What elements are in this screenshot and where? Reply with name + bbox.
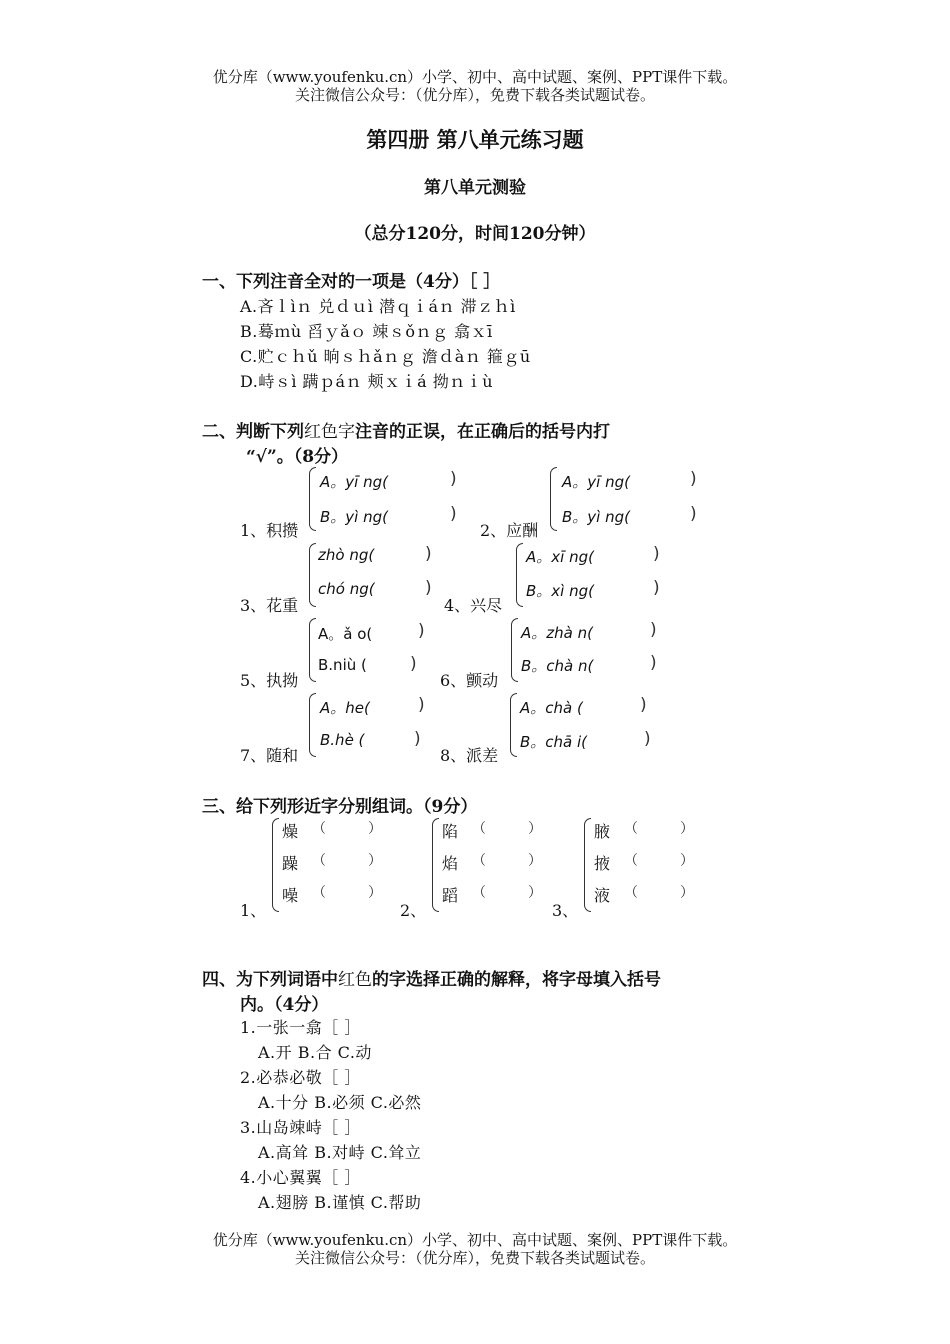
q3-group-3-char-3: 液 [594, 886, 611, 905]
header-line-1: 优分库（www.youfenku.cn）小学、初中、高中试题、案例、PPT课件下载。 [212, 68, 738, 86]
q3-group-3-close-1: ） [680, 821, 694, 837]
q2-item-2-brace [550, 467, 557, 531]
q3-group-3-close-3: ） [680, 885, 694, 901]
q2-item-4-brace [516, 543, 523, 607]
q3-group-2-close-2: ） [528, 853, 542, 869]
footer-line-2: 关注微信公众号：（优分库），免费下载各类试题试卷。 [294, 1249, 655, 1267]
q2-item-4-label: 4、兴尽 [444, 596, 503, 615]
q2-item-6-brace [511, 618, 518, 682]
q4-item-2: 2.必恭必敬［ ］ [240, 1068, 361, 1087]
q3-group-1-close-2: ） [368, 853, 382, 869]
q3-group-2-brace [432, 818, 439, 912]
q2-title-red: 红色字 [304, 422, 355, 442]
q2-item-2-b: B。yì ng( [562, 508, 630, 526]
q2-item-7-brace [309, 693, 316, 757]
q2-item-5-a: A。ǎ o( [318, 625, 373, 643]
q3-title: 三、给下列形近字分别组词。（9分） [202, 797, 478, 817]
q2-item-6-label: 6、颤动 [440, 671, 499, 690]
q4-title-part-a: 四、为下列词语中 [202, 970, 338, 990]
q2-item-2-b-close: ) [690, 504, 697, 524]
page-subtitle: 第八单元测验 [424, 178, 526, 198]
q1-option-a: A.吝ｌìｎ 兑ｄｕì 潜ｑｉáｎ 滞ｚｈì [240, 297, 516, 316]
q4-title-red: 红色 [338, 970, 372, 990]
q2-item-5-brace [309, 618, 316, 682]
q2-item-1-a: A。yī ng( [320, 473, 388, 491]
q3-group-2-open-2: （ [472, 853, 486, 869]
q2-item-7-a: A。he( [320, 699, 370, 717]
q2-item-3-brace [309, 543, 316, 607]
q3-group-1-close-1: ） [368, 821, 382, 837]
q2-item-5-b-close: ) [410, 654, 417, 674]
q3-group-1-close-3: ） [368, 885, 382, 901]
q2-item-2-label: 2、应酬 [480, 521, 539, 540]
q3-group-1-char-2: 躁 [282, 854, 299, 873]
q2-item-1-a-close: ) [450, 469, 457, 489]
q3-group-3-label: 3、 [552, 901, 579, 920]
footer-line-1: 优分库（www.youfenku.cn）小学、初中、高中试题、案例、PPT课件下载。 [212, 1231, 738, 1249]
q3-group-3-char-1: 腋 [594, 822, 611, 841]
q2-item-3-b-close: ) [425, 578, 432, 598]
q2-item-2-a: A。yī ng( [562, 473, 630, 491]
q2-title [202, 417, 610, 442]
q1-title: 一、下列注音全对的一项是（4分）［ ］ [202, 272, 501, 292]
q3-group-3-open-1: （ [624, 821, 638, 837]
q2-item-1-label: 1、积攒 [240, 521, 299, 540]
q2-item-8-brace [510, 693, 517, 757]
q2-item-2-a-close: ) [690, 469, 697, 489]
q2-item-5-a-close: ) [418, 621, 425, 641]
q4-item-2-options: A.十分 B.必须 C.必然 [258, 1093, 422, 1112]
q3-group-2-close-1: ） [528, 821, 542, 837]
q1-option-b: B.蓦ｍù 舀ｙǎｏ 竦ｓǒｎｇ 翕ｘī [240, 322, 493, 341]
q3-group-1-label: 1、 [240, 901, 267, 920]
q4-item-4: 4.小心翼翼［ ］ [240, 1168, 361, 1187]
q3-group-2-open-1: （ [472, 821, 486, 837]
q2-item-1-b-close: ) [450, 504, 457, 524]
q2-item-8-a: A。chà ( [520, 699, 583, 717]
q4-title-part-b: 的字选择正确的解释，将字母填入括号 [372, 970, 661, 990]
q2-item-3-label: 3、花重 [240, 596, 299, 615]
q2-title-line2: “√”。（8分） [246, 447, 349, 467]
q4-item-1: 1.一张一翕［ ］ [240, 1018, 361, 1037]
q3-group-1-char-3: 噪 [282, 886, 299, 905]
q3-group-3-open-2: （ [624, 853, 638, 869]
q2-item-1-b: B。yì ng( [320, 508, 388, 526]
q2-item-8-b-close: ) [644, 729, 651, 749]
score-note: （总分120分，时间120分钟） [354, 224, 596, 244]
header-line-2: 关注微信公众号：（优分库），免费下载各类试题试卷。 [294, 86, 655, 104]
q3-group-1-open-2: （ [312, 853, 326, 869]
q2-item-3-b: chó ng( [318, 580, 375, 598]
q2-item-3-a: zhò ng( [318, 546, 375, 564]
q3-group-2-close-3: ） [528, 885, 542, 901]
q4-item-3: 3.山岛竦峙［ ］ [240, 1118, 361, 1137]
q3-group-2-open-3: （ [472, 885, 486, 901]
q4-item-3-options: A.高耸 B.对峙 C.耸立 [258, 1143, 422, 1162]
q3-group-2-char-3: 蹈 [442, 886, 459, 905]
q1-option-d: D.峙ｓì 蹒ｐáｎ 颊ｘｉá 拗ｎｉù [240, 372, 494, 391]
q2-item-1-brace [309, 467, 316, 531]
q2-item-6-b: B。chà n( [521, 657, 594, 675]
q3-group-1-brace [272, 818, 279, 912]
q2-item-7-a-close: ) [418, 695, 425, 715]
q2-item-8-b: B。chā i( [520, 733, 588, 751]
q3-group-1-open-3: （ [312, 885, 326, 901]
q3-group-2-char-1: 陷 [442, 822, 459, 841]
q3-group-3-brace [584, 818, 591, 912]
q2-item-4-a-close: ) [653, 544, 660, 564]
page-title: 第四册 第八单元练习题 [366, 127, 584, 152]
q2-item-6-a: A。zhà n( [521, 624, 593, 642]
q3-group-1-open-1: （ [312, 821, 326, 837]
q4-title [202, 965, 661, 990]
q2-item-5-b: B.niù ( [318, 656, 367, 674]
q1-option-c: C.贮ｃｈǔ 晌ｓｈǎｎｇ 澹ｄàｎ 箍ｇū [240, 347, 531, 366]
q2-item-7-b-close: ) [414, 729, 421, 749]
q3-group-3-open-3: （ [624, 885, 638, 901]
q2-item-7-label: 7、随和 [240, 746, 299, 765]
q4-item-4-options: A.翅膀 B.谨慎 C.帮助 [258, 1193, 422, 1212]
q2-item-3-a-close: ) [425, 544, 432, 564]
q2-item-4-b-close: ) [653, 578, 660, 598]
q3-group-2-char-2: 焰 [442, 854, 459, 873]
q2-item-7-b: B.hè ( [320, 731, 365, 749]
q2-item-8-a-close: ) [640, 695, 647, 715]
q3-group-2-label: 2、 [400, 901, 427, 920]
q2-item-4-a: A。xī ng( [526, 548, 594, 566]
q2-item-6-a-close: ) [650, 620, 657, 640]
q2-title-part-a: 二、判断下列 [202, 422, 304, 442]
q3-group-1-char-1: 燥 [282, 822, 299, 841]
q2-item-4-b: B。xì ng( [526, 582, 594, 600]
q2-item-8-label: 8、派差 [440, 746, 499, 765]
q2-item-6-b-close: ) [650, 653, 657, 673]
q2-item-5-label: 5、执拗 [240, 671, 299, 690]
q4-item-1-options: A.开 B.合 C.动 [258, 1043, 372, 1062]
q3-group-3-char-2: 掖 [594, 854, 611, 873]
q2-title-part-b: 注音的正误，在正确后的括号内打 [355, 422, 610, 442]
q4-title-line2: 内。（4分） [240, 995, 329, 1015]
q3-group-3-close-2: ） [680, 853, 694, 869]
